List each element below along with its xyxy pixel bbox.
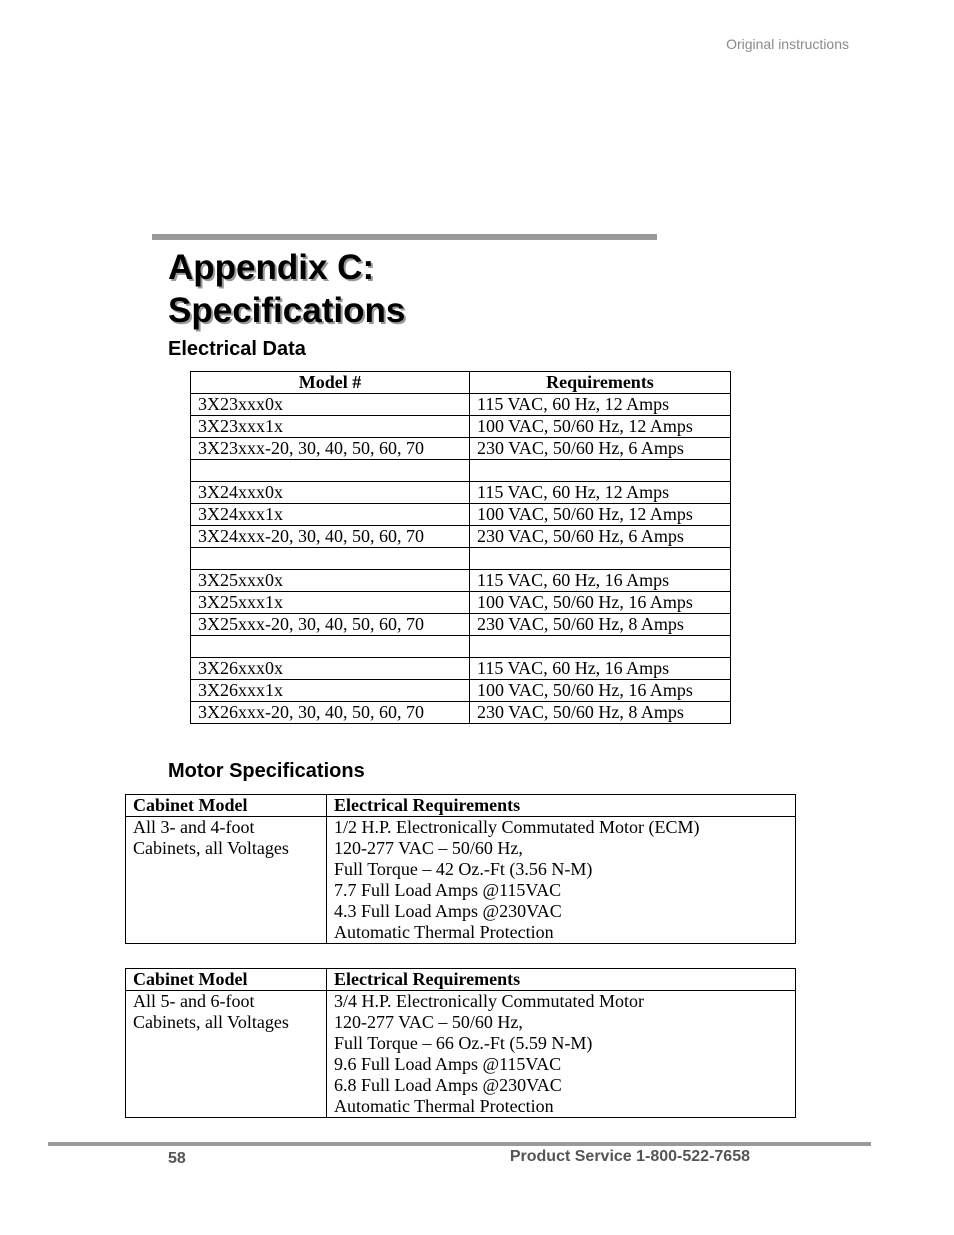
requirement-line: 120-277 VAC – 50/60 Hz, — [334, 838, 523, 858]
table-header-row — [126, 969, 796, 991]
table-row — [191, 482, 731, 504]
table-row — [191, 526, 731, 548]
model-cell: 3X23xxx0x — [191, 394, 470, 416]
cabinet-model-cell — [126, 991, 327, 1118]
requirement-line: 3/4 H.P. Electronically Commutated Motor — [334, 991, 644, 1011]
requirement-line: Full Torque – 42 Oz.-Ft (3.56 N-M) — [334, 859, 593, 879]
column-header-cabinet-model: Cabinet Model — [126, 795, 327, 817]
requirement-line: 4.3 Full Load Amps @230VAC — [334, 901, 562, 921]
requirements-cell — [470, 460, 731, 482]
requirements-cell: 100 VAC, 50/60 Hz, 12 Amps — [470, 416, 731, 438]
cabinet-model-line: Cabinets, all Voltages — [133, 838, 289, 858]
motor-specifications-heading: Motor Specifications — [168, 760, 365, 782]
table-row — [191, 460, 731, 482]
requirement-line: Automatic Thermal Protection — [334, 922, 554, 942]
title-rule — [152, 234, 657, 240]
requirements-cell: 115 VAC, 60 Hz, 12 Amps — [470, 394, 731, 416]
electrical-data-table — [190, 371, 731, 724]
column-header-cabinet-model: Cabinet Model — [126, 969, 327, 991]
requirements-cell: 115 VAC, 60 Hz, 16 Amps — [470, 570, 731, 592]
table-row — [191, 702, 731, 724]
table-row — [191, 504, 731, 526]
page-title-line-2: Specifications — [168, 291, 406, 330]
table-row — [191, 592, 731, 614]
requirements-cell: 100 VAC, 50/60 Hz, 16 Amps — [470, 592, 731, 614]
table-row — [126, 991, 796, 1118]
cabinet-model-line: All 5- and 6-foot — [133, 991, 255, 1011]
column-header-requirements: Requirements — [470, 372, 731, 394]
electrical-requirements-cell — [327, 991, 796, 1118]
cabinet-model-cell — [126, 817, 327, 944]
requirement-line: 120-277 VAC – 50/60 Hz, — [334, 1012, 523, 1032]
model-cell: 3X26xxx0x — [191, 658, 470, 680]
requirement-line: Automatic Thermal Protection — [334, 1096, 554, 1116]
requirement-line: 7.7 Full Load Amps @115VAC — [334, 880, 562, 900]
table-row — [191, 416, 731, 438]
requirement-line: 9.6 Full Load Amps @115VAC — [334, 1054, 562, 1074]
requirement-line: Full Torque – 66 Oz.-Ft (5.59 N-M) — [334, 1033, 593, 1053]
table-row — [191, 548, 731, 570]
column-header-electrical-requirements: Electrical Requirements — [327, 795, 796, 817]
model-cell: 3X23xxx-20, 30, 40, 50, 60, 70 — [191, 438, 470, 460]
table-row — [191, 394, 731, 416]
model-cell: 3X24xxx0x — [191, 482, 470, 504]
footer-rule — [48, 1142, 871, 1146]
model-cell — [191, 548, 470, 570]
electrical-requirements-cell — [327, 817, 796, 944]
model-cell: 3X26xxx-20, 30, 40, 50, 60, 70 — [191, 702, 470, 724]
table-header-row — [191, 372, 731, 394]
requirements-cell: 230 VAC, 50/60 Hz, 8 Amps — [470, 614, 731, 636]
page-title — [168, 246, 405, 332]
requirements-cell: 115 VAC, 60 Hz, 12 Amps — [470, 482, 731, 504]
model-cell: 3X25xxx-20, 30, 40, 50, 60, 70 — [191, 614, 470, 636]
requirement-line: 6.8 Full Load Amps @230VAC — [334, 1075, 562, 1095]
table-row — [191, 438, 731, 460]
requirements-cell: 115 VAC, 60 Hz, 16 Amps — [470, 658, 731, 680]
table-row — [191, 658, 731, 680]
electrical-data-heading: Electrical Data — [168, 338, 306, 360]
model-cell: 3X26xxx1x — [191, 680, 470, 702]
model-cell — [191, 460, 470, 482]
table-row — [191, 570, 731, 592]
model-cell — [191, 636, 470, 658]
model-cell: 3X25xxx1x — [191, 592, 470, 614]
model-cell: 3X24xxx1x — [191, 504, 470, 526]
cabinet-model-line: All 3- and 4-foot — [133, 817, 255, 837]
requirements-cell: 230 VAC, 50/60 Hz, 8 Amps — [470, 702, 731, 724]
motor-spec-table-1 — [125, 794, 796, 944]
table-row — [191, 680, 731, 702]
model-cell: 3X24xxx-20, 30, 40, 50, 60, 70 — [191, 526, 470, 548]
requirements-cell: 230 VAC, 50/60 Hz, 6 Amps — [470, 438, 731, 460]
header-note: Original instructions — [726, 36, 849, 52]
page-title-line-1: Appendix C: — [168, 248, 375, 287]
requirements-cell: 230 VAC, 50/60 Hz, 6 Amps — [470, 526, 731, 548]
requirements-cell: 100 VAC, 50/60 Hz, 12 Amps — [470, 504, 731, 526]
table-row — [191, 614, 731, 636]
table-header-row — [126, 795, 796, 817]
table-row — [191, 636, 731, 658]
column-header-electrical-requirements: Electrical Requirements — [327, 969, 796, 991]
model-cell: 3X23xxx1x — [191, 416, 470, 438]
requirements-cell — [470, 636, 731, 658]
model-cell: 3X25xxx0x — [191, 570, 470, 592]
requirements-cell — [470, 548, 731, 570]
motor-spec-table-2 — [125, 968, 796, 1118]
requirement-line: 1/2 H.P. Electronically Commutated Motor (ECM) — [334, 817, 700, 837]
footer-product-service: Product Service 1-800-522-7658 — [509, 1148, 750, 1165]
table-row — [126, 817, 796, 944]
page-number: 58 — [168, 1150, 186, 1167]
cabinet-model-line: Cabinets, all Voltages — [133, 1012, 289, 1032]
requirements-cell: 100 VAC, 50/60 Hz, 16 Amps — [470, 680, 731, 702]
column-header-model: Model # — [191, 372, 470, 394]
